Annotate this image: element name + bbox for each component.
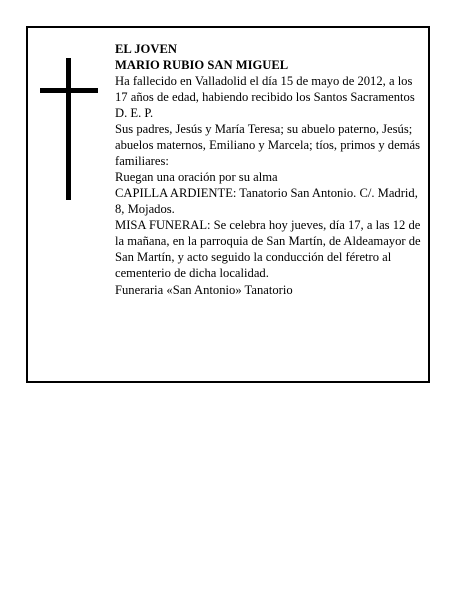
deceased-name: MARIO RUBIO SAN MIGUEL	[115, 58, 289, 72]
death-announcement: Ha fallecido en Valladolid el día 15 de mayo de 2012, a los 17 años de edad, habiendo recibido los Santos Sacramentos	[115, 74, 415, 104]
cross-vertical-bar	[66, 58, 71, 200]
family-members: Sus padres, Jesús y María Teresa; su abuelo paterno, Jesús; abuelos maternos, Emiliano y Marcela; tíos, primos y demás familiares:	[115, 122, 420, 168]
rest-in-peace: D. E. P.	[115, 106, 154, 120]
cross-icon	[40, 58, 98, 200]
notice-text-block	[115, 41, 425, 298]
funeral-home: Funeraria «San Antonio» Tanatorio	[115, 283, 293, 297]
obituary-notice	[26, 26, 430, 383]
notice-heading: EL JOVEN	[115, 42, 177, 56]
cross-horizontal-bar	[40, 88, 98, 93]
wake-location: CAPILLA ARDIENTE: Tanatorio San Antonio. C/. Madrid, 8, Mojados.	[115, 186, 418, 216]
funeral-mass: MISA FUNERAL: Se celebra hoy jueves, día 17, a las 12 de la mañana, en la parroquia de San Martín, de Aldeamayor de San Martín, y acto seguido la conducción del féretro al cementerio de dicha localidad.	[115, 218, 421, 280]
prayer-request: Ruegan una oración por su alma	[115, 170, 278, 184]
